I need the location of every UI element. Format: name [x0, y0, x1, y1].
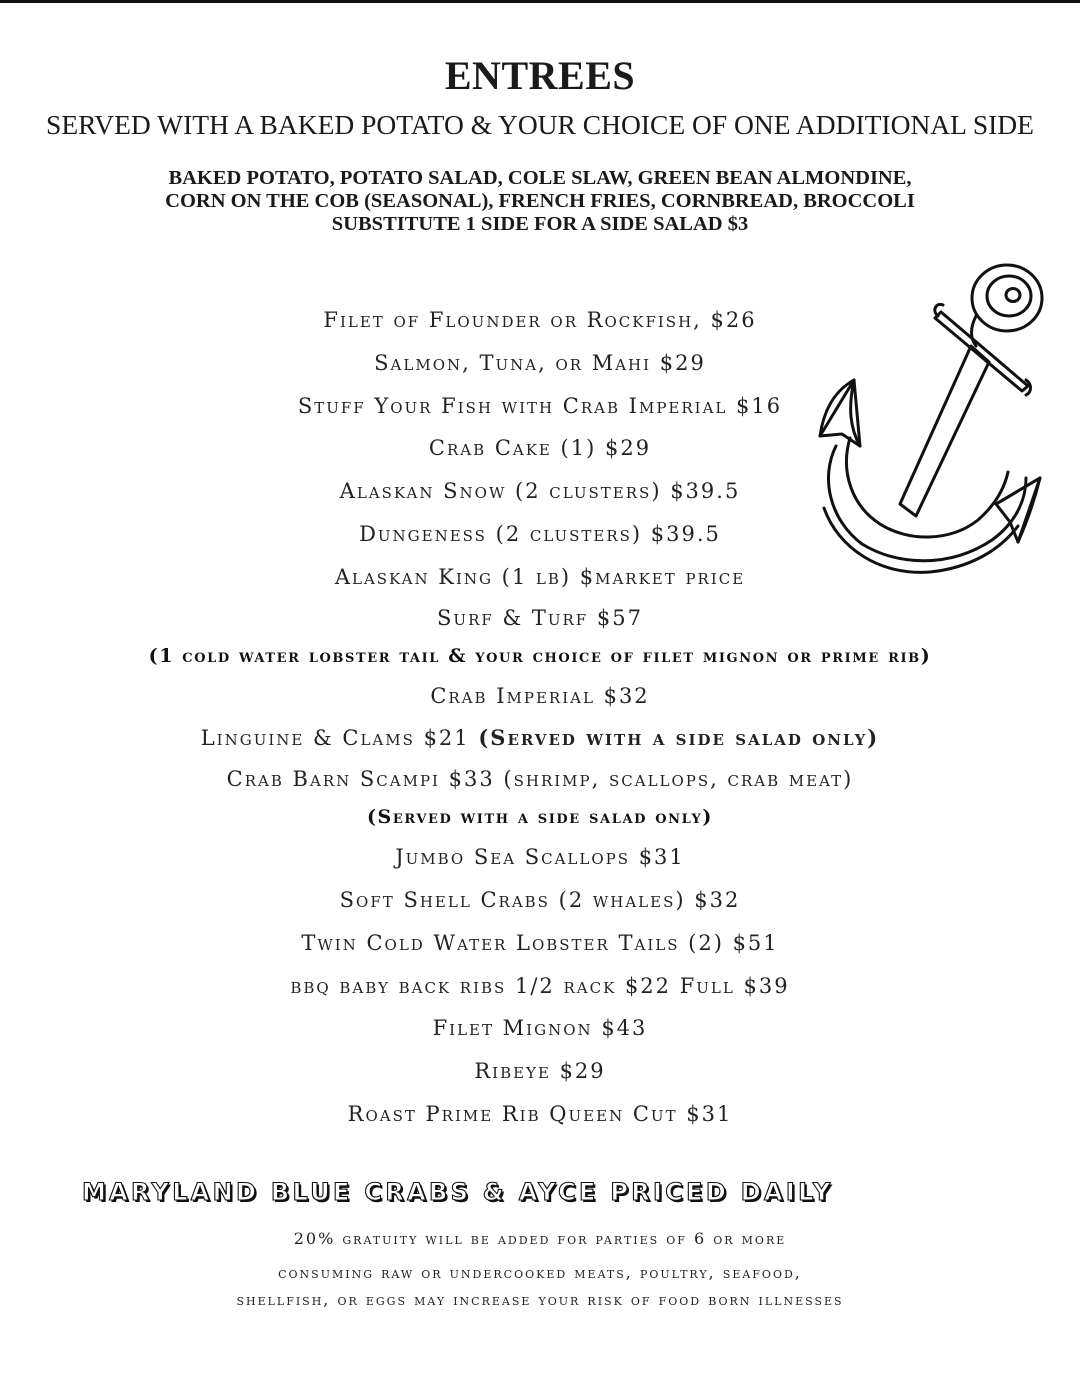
menu-item: Soft Shell Crabs (2 whales) $32	[339, 887, 741, 912]
entree-list	[0, 299, 1080, 1136]
consumption-warning: consuming raw or undercooked meats, poultry, seafood,	[278, 1263, 802, 1282]
top-border	[0, 0, 1080, 3]
menu-item: Filet of Flounder or Rockfish, $26	[323, 308, 757, 332]
menu-item: Twin Cold Water Lobster Tails (2) $51	[301, 930, 779, 955]
menu-item: Alaskan Snow (2 clusters) $39.5	[339, 479, 741, 504]
menu-item	[0, 717, 1080, 760]
menu-item: Jumbo Sea Scallops $31	[395, 845, 685, 870]
menu-item: bbq baby back ribs 1/2 rack $22 Full $39	[290, 973, 790, 998]
menu-item: Crab Imperial $32	[430, 683, 650, 708]
page-subtitle: SERVED WITH A BAKED POTATO & YOUR CHOICE OF ONE ADDITIONAL SIDE	[46, 109, 1034, 140]
menu-item: Roast Prime Rib Queen Cut $31	[347, 1101, 733, 1126]
linguine-item: Linguine & Clams $21	[200, 726, 470, 751]
menu-item: Surf & Turf $57	[437, 605, 643, 630]
linguine-note: (Served with a side salad only)	[478, 725, 880, 751]
side-options	[0, 167, 1080, 236]
consumption-warning: shellfish, or eggs may increase your risk of food born illnesses	[236, 1290, 844, 1309]
page-title: ENTREES	[444, 53, 636, 98]
menu-item: Filet Mignon $43	[432, 1016, 648, 1041]
menu-item: Salmon, Tuna, or Mahi $29	[374, 350, 706, 375]
side-options-line: CORN ON THE COB (SEASONAL), FRENCH FRIES, CORNBREAD, BROCCOLI	[165, 190, 915, 212]
menu-item: Stuff Your Fish with Crab Imperial $16	[297, 393, 783, 418]
menu-item: Ribeye $29	[474, 1059, 606, 1084]
surf-turf-note: (1 cold water lobster tail & your choice of filet mignon or prime rib)	[148, 644, 932, 667]
menu-item: Crab Cake (1) $29	[428, 436, 652, 461]
menu-item: Alaskan King (1 lb) $market price	[334, 564, 746, 589]
scampi-note: (Served with a side salad only)	[366, 806, 714, 829]
scampi-item: Crab Barn Scampi $33 (shrimp, scallops, crab meat)	[226, 767, 854, 792]
side-salad-substitute: SUBSTITUTE 1 SIDE FOR A SIDE SALAD $3	[331, 213, 749, 235]
side-options-line: BAKED POTATO, POTATO SALAD, COLE SLAW, GREEN BEAN ALMONDINE,	[168, 167, 912, 189]
blue-crabs-banner: MARYLAND BLUE CRABS & AYCE PRICED DAILY	[82, 1178, 834, 1206]
gratuity-note: 20% gratuity will be added for parties of 6 or more	[293, 1229, 787, 1248]
menu-item: Dungeness (2 clusters) $39.5	[359, 521, 721, 546]
